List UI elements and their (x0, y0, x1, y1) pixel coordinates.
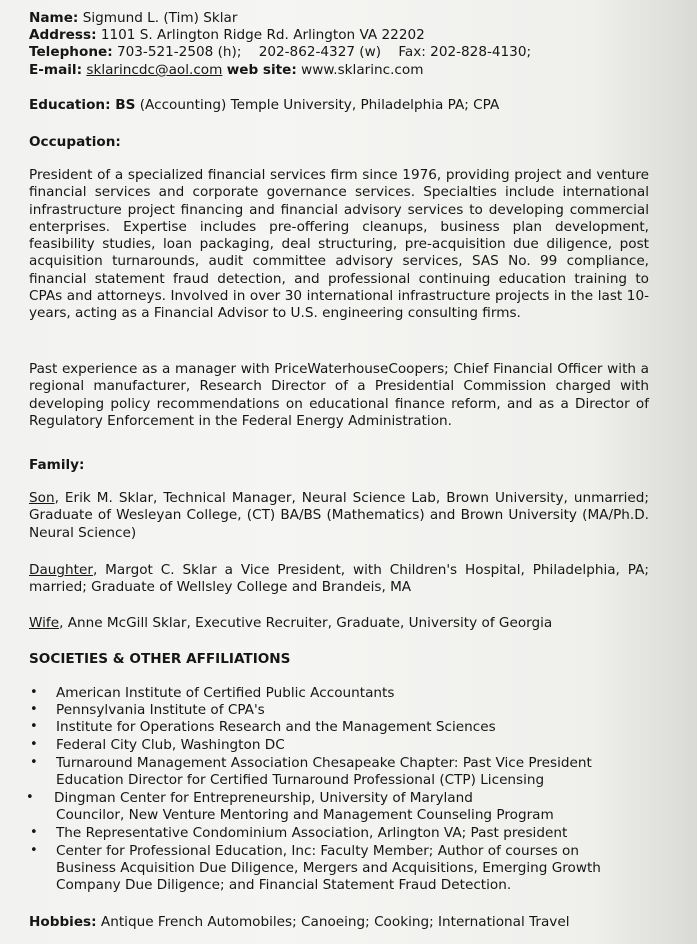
wife-text: , Anne McGill Sklar, Executive Recruiter, Graduate, University of Georgia (59, 615, 553, 631)
address-label: Address: (29, 27, 97, 43)
bullet-marker: • (26, 790, 34, 805)
education-value: (Accounting) Temple University, Philadelphia PA; CPA (139, 97, 500, 113)
family-heading: Family: (29, 457, 85, 473)
list-item-continuation: Company Due Diligence; and Financial Statement Fraud Detection. (56, 877, 512, 893)
societies-heading: SOCIETIES & OTHER AFFILIATIONS (29, 651, 291, 667)
list-item-continuation: Councilor, New Venture Mentoring and Management Counseling Program (56, 807, 554, 823)
hobbies-value: Antique French Automobiles; Canoeing; Cooking; International Travel (100, 914, 570, 930)
telephone-line (29, 43, 531, 61)
occupation-paragraph-2: Past experience as a manager with PriceWaterhouseCoopers; Chief Financial Officer with a regional manufacturer, Research Director of a Presidential Commission charged with developing policy recommendations on educational finance reform, and as a Director of Regulatory Enforcement in the Federal Energy Administration. (29, 361, 649, 429)
daughter-label: Daughter (29, 562, 93, 578)
website-link[interactable]: www.sklarinc.com (301, 62, 424, 78)
family-daughter (29, 562, 649, 597)
address-line (29, 26, 425, 44)
bullet-marker: • (30, 737, 38, 752)
list-item: The Representative Condominium Association, Arlington VA; Past president (56, 825, 568, 841)
telephone-value: 703-521-2508 (h); 202-862-4327 (w) Fax: 202-828-4130; (116, 44, 532, 60)
education-line (29, 96, 499, 114)
address-value: 1101 S. Arlington Ridge Rd. Arlington VA 22202 (100, 27, 425, 43)
family-son (29, 490, 649, 542)
bullet-marker: • (30, 825, 38, 840)
bullet-marker: • (30, 755, 38, 770)
bullet-marker: • (30, 843, 38, 858)
bullet-marker: • (30, 719, 38, 734)
occupation-heading: Occupation: (29, 134, 121, 150)
telephone-label: Telephone: (29, 44, 113, 60)
list-item-continuation: Education Director for Certified Turnaround Professional (CTP) Licensing (56, 772, 545, 788)
son-text: , Erik M. Sklar, Technical Manager, Neural Science Lab, Brown University, unmarried; Graduate of Wesleyan College, (CT) BA/BS (Mathematics) and Brown University (MA/Ph.D. Neural Science) (29, 490, 649, 541)
name-line (29, 9, 237, 27)
name-value: Sigmund L. (Tim) Sklar (82, 10, 238, 26)
son-label: Son (29, 490, 55, 506)
list-item: Federal City Club, Washington DC (56, 737, 285, 753)
hobbies-label: Hobbies: (29, 914, 97, 930)
hobbies-line (29, 913, 569, 931)
occupation-paragraph-1: President of a specialized financial services firm since 1976, providing project and venture financial services and corporate governance services. Specialties include international infrastructure project financing and financial advisory services to developing commercial enterprises. Expertise includes pre-offering cleanups, business plan development, feasibility studies, loan packaging, deal structuring, pre-acquisition due diligence, post acquisition turnarounds, audit committee advisory services, SAS No. 99 compliance, financial statement fraud detection, and professional continuing education training to CPAs and attorneys. Involved in over 30 international infrastructure projects in the last 10-years, acting as a Financial Advisor to U.S. engineering consulting firms. (29, 167, 649, 322)
name-label: Name: (29, 10, 79, 26)
list-item: Institute for Operations Research and the Management Sciences (56, 719, 496, 735)
list-item: Center for Professional Education, Inc: Faculty Member; Author of courses on (56, 843, 579, 859)
list-item: Dingman Center for Entrepreneurship, University of Maryland (54, 790, 473, 806)
bullet-marker: • (30, 702, 38, 717)
list-item: Pennsylvania Institute of CPA's (56, 702, 265, 718)
website-label: web site: (226, 62, 297, 78)
bullet-marker: • (30, 685, 38, 700)
email-link[interactable]: sklarincdc@aol.com (86, 62, 223, 78)
email-line (29, 61, 423, 79)
list-item-continuation: Business Acquisition Due Diligence, Mergers and Acquisitions, Emerging Growth (56, 860, 601, 876)
email-label: E-mail: (29, 62, 83, 78)
daughter-text: , Margot C. Sklar a Vice President, with Children's Hospital, Philadelphia, PA; married; Graduate of Wellsley College and Brandeis, MA (29, 562, 649, 596)
list-item: Turnaround Management Association Chesapeake Chapter: Past Vice President (56, 755, 592, 771)
list-item: American Institute of Certified Public Accountants (56, 685, 395, 701)
family-wife (29, 614, 552, 632)
wife-label: Wife (29, 615, 60, 631)
education-label: Education: BS (29, 97, 136, 113)
